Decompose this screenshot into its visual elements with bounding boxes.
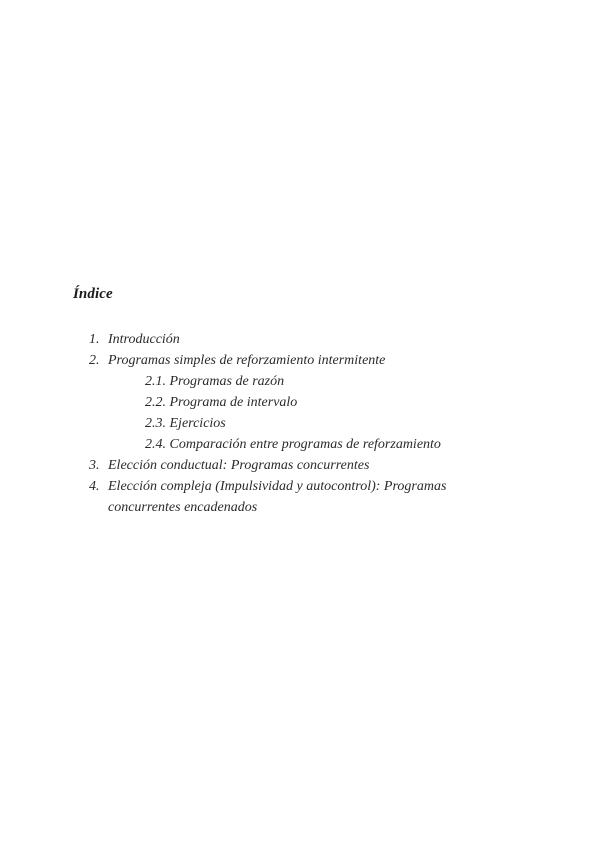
toc-subitem-label: 2.3. Ejercicios [145, 416, 226, 431]
toc-item-eleccion-compleja [0, 476, 600, 518]
page-title: Índice [73, 286, 113, 302]
toc-item-number: 3. [89, 458, 100, 473]
toc-subitem-programas-de-razon [0, 371, 600, 392]
toc-item-label: Introducción [108, 332, 180, 347]
toc-item-eleccion-conductual [0, 455, 600, 476]
toc-item-label: Elección compleja (Impulsividad y autocontrol): Programas concurrentes encadenados [108, 479, 447, 515]
toc-subitem-label: 2.1. Programas de razón [145, 374, 285, 389]
toc-item-number: 4. [89, 479, 100, 494]
table-of-contents [0, 329, 600, 518]
toc-item-number: 1. [89, 332, 100, 347]
toc-item-label: Elección conductual: Programas concurrentes [108, 458, 370, 473]
toc-subitem-ejercicios [0, 413, 600, 434]
toc-subitem-comparacion [0, 434, 600, 455]
toc-item-programas-simples [0, 350, 600, 371]
toc-item-number: 2. [89, 353, 100, 368]
toc-item-label: Programas simples de reforzamiento intermitente [108, 353, 386, 368]
toc-item-introduccion [0, 329, 600, 350]
toc-subitem-programa-de-intervalo [0, 392, 600, 413]
toc-subitem-label: 2.4. Comparación entre programas de reforzamiento [145, 437, 441, 452]
toc-subitem-label: 2.2. Programa de intervalo [145, 395, 298, 410]
